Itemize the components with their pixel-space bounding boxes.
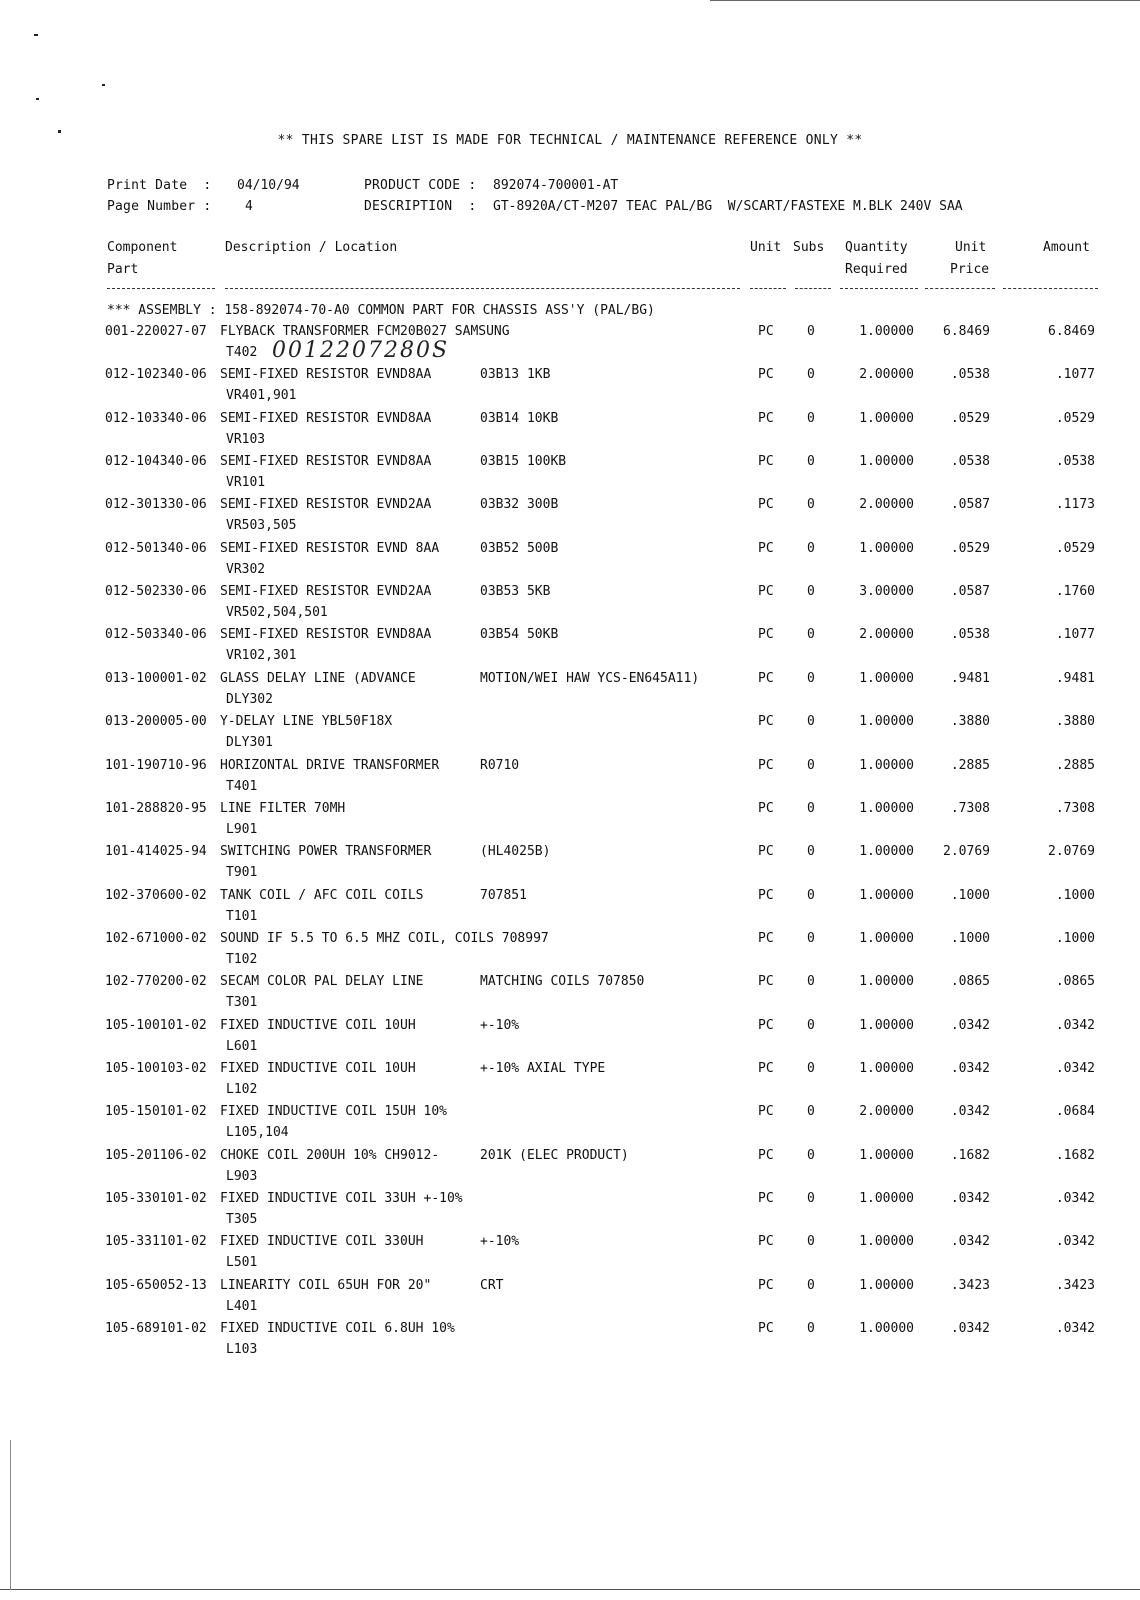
column-header-unit: Unit [750,240,782,255]
amount-cell: .2885 [1055,757,1095,773]
location-code: VR503,505 [226,518,297,534]
unit-price-cell: .0538 [950,454,990,470]
part-number: 105-330101-02 [105,1191,207,1206]
part-spec: CRT [480,1277,504,1293]
assembly-line: *** ASSEMBLY : 158-892074-70-A0 COMMON PART FOR CHASSIS ASS'Y (PAL/BG) [107,303,655,318]
subs-cell: 0 [807,1277,815,1293]
unit-cell: PC [758,1191,774,1206]
subs-cell: 0 [807,1147,815,1163]
part-number: 105-100103-02 [105,1060,207,1076]
part-description: SEMI-FIXED RESISTOR EVND8AA [220,367,432,383]
table-row [0,1061,1140,1104]
quantity-cell: 1.00000 [859,800,914,816]
location-code: VR502,504,501 [226,605,328,621]
part-number: 001-220027-07 [105,324,207,339]
table-row [0,367,1140,410]
location-code: L102 [226,1081,258,1097]
subs-cell: 0 [807,324,815,339]
location-code: VR102,301 [226,648,297,664]
unit-price-cell: .9481 [950,670,990,686]
part-number: 013-100001-02 [105,670,207,686]
product-code-value: 892074-700001-AT [493,178,619,193]
part-description: LINEARITY COIL 65UH FOR 20" [220,1277,432,1293]
unit-price-cell: .3423 [950,1277,990,1293]
part-description: LINE FILTER 70MH [220,800,346,816]
unit-cell: PC [758,1104,774,1120]
part-description: GLASS DELAY LINE (ADVANCE [220,670,416,686]
part-spec: +-10% [480,1234,520,1250]
table-row [0,931,1140,974]
subs-cell: 0 [807,1060,815,1076]
column-header-price: Price [950,262,990,277]
part-description: SECAM COLOR PAL DELAY LINE [220,974,424,990]
table-row [0,411,1140,454]
product-code-label: PRODUCT CODE : [364,178,477,193]
amount-cell: .0865 [1055,974,1095,990]
amount-cell: 2.0769 [1048,844,1095,860]
table-row [0,1234,1140,1277]
unit-price-cell: .7308 [950,800,990,816]
part-number: 012-501340-06 [105,540,207,556]
part-description: FIXED INDUCTIVE COIL 10UH [220,1060,416,1076]
separator-line [750,288,786,289]
part-description: SEMI-FIXED RESISTOR EVND2AA [220,497,432,513]
handwritten-note: 0012207280S [272,338,450,363]
quantity-cell: 1.00000 [859,1017,914,1033]
part-description: SEMI-FIXED RESISTOR EVND8AA [220,410,432,426]
amount-cell: .3423 [1055,1277,1095,1293]
location-code: L901 [226,821,258,837]
part-number: 012-301330-06 [105,497,207,513]
unit-price-cell: .0865 [950,974,990,990]
part-spec: R0710 [480,757,520,773]
table-row [0,758,1140,801]
separator-line [107,288,215,289]
location-code: L903 [226,1168,258,1184]
subs-cell: 0 [807,1191,815,1206]
part-number: 105-150101-02 [105,1104,207,1120]
part-number: 102-671000-02 [105,930,207,946]
part-description: FIXED INDUCTIVE COIL 10UH [220,1017,416,1033]
scan-speck [34,34,38,36]
unit-cell: PC [758,887,774,903]
part-spec: 03B32 300B [480,497,559,513]
unit-cell: PC [758,757,774,773]
scan-speck [102,84,105,86]
location-code: L501 [226,1255,258,1271]
amount-cell: .1000 [1055,930,1095,946]
unit-cell: PC [758,627,774,643]
part-description: SOUND IF 5.5 TO 6.5 MHZ COIL, COILS 708997 [220,930,549,946]
unit-cell: PC [758,584,774,600]
quantity-cell: 3.00000 [859,584,914,600]
amount-cell: .1077 [1055,627,1095,643]
part-spec: MOTION/WEI HAW YCS-EN645A11) [480,670,700,686]
column-header-part: Part [107,262,139,277]
location-code: L401 [226,1298,258,1314]
part-description: SEMI-FIXED RESISTOR EVND 8AA [220,540,440,556]
subs-cell: 0 [807,887,815,903]
unit-price-cell: .0342 [950,1017,990,1033]
subs-cell: 0 [807,1104,815,1120]
unit-cell: PC [758,670,774,686]
amount-cell: .0342 [1055,1191,1095,1206]
unit-price-cell: .3880 [950,714,990,730]
reference-notice: ** THIS SPARE LIST IS MADE FOR TECHNICAL / MAINTENANCE REFERENCE ONLY ** [277,133,863,148]
unit-cell: PC [758,974,774,990]
unit-cell: PC [758,1017,774,1033]
print-date-value: 04/10/94 [237,178,300,193]
part-number: 102-770200-02 [105,974,207,990]
table-row [0,844,1140,887]
unit-cell: PC [758,1277,774,1293]
location-code: T305 [226,1212,258,1227]
quantity-cell: 1.00000 [859,540,914,556]
table-row [0,888,1140,931]
quantity-cell: 1.00000 [859,454,914,470]
part-number: 012-104340-06 [105,454,207,470]
unit-cell: PC [758,367,774,383]
column-header-subs: Subs [793,240,825,255]
part-description: SWITCHING POWER TRANSFORMER [220,844,432,860]
part-description: FIXED INDUCTIVE COIL 33UH +-10% [220,1191,463,1206]
unit-cell: PC [758,324,774,339]
part-number: 105-331101-02 [105,1234,207,1250]
part-description: FIXED INDUCTIVE COIL 6.8UH 10% [220,1321,455,1337]
subs-cell: 0 [807,367,815,383]
part-description: SEMI-FIXED RESISTOR EVND8AA [220,454,432,470]
amount-cell: .0538 [1055,454,1095,470]
part-number: 013-200005-00 [105,714,207,730]
unit-cell: PC [758,1234,774,1250]
table-row [0,541,1140,584]
amount-cell: .0684 [1055,1104,1095,1120]
part-spec: 03B52 500B [480,540,559,556]
description-value: GT-8920A/CT-M207 TEAC PAL/BG W/SCART/FASTEXE M.BLK 240V SAA [493,199,963,214]
table-row [0,1278,1140,1321]
quantity-cell: 2.00000 [859,1104,914,1120]
table-row [0,1018,1140,1061]
part-spec: +-10% AXIAL TYPE [480,1060,606,1076]
subs-cell: 0 [807,584,815,600]
separator-line [795,288,831,289]
amount-cell: .9481 [1055,670,1095,686]
quantity-cell: 1.00000 [859,1277,914,1293]
column-header-unit-price: Unit [955,240,987,255]
unit-price-cell: .0529 [950,540,990,556]
quantity-cell: 1.00000 [859,324,914,339]
quantity-cell: 1.00000 [859,1147,914,1163]
amount-cell: .0529 [1055,410,1095,426]
quantity-cell: 2.00000 [859,497,914,513]
subs-cell: 0 [807,1017,815,1033]
part-spec: MATCHING COILS 707850 [480,974,645,990]
table-row [0,1148,1140,1191]
separator-line [925,288,995,289]
unit-price-cell: .0342 [950,1234,990,1250]
subs-cell: 0 [807,757,815,773]
part-number: 101-190710-96 [105,757,207,773]
subs-cell: 0 [807,670,815,686]
column-header-component: Component [107,240,178,255]
unit-cell: PC [758,1060,774,1076]
quantity-cell: 1.00000 [859,714,914,730]
subs-cell: 0 [807,497,815,513]
column-header-quantity: Quantity [845,240,908,255]
part-spec: (HL4025B) [480,844,551,860]
print-date-label: Print Date : [107,178,212,193]
quantity-cell: 1.00000 [859,1234,914,1250]
unit-cell: PC [758,1321,774,1337]
table-row [0,1191,1140,1234]
quantity-cell: 2.00000 [859,627,914,643]
table-row [0,1104,1140,1147]
table-row [0,801,1140,844]
part-number: 105-689101-02 [105,1321,207,1337]
table-row [0,671,1140,714]
quantity-cell: 1.00000 [859,1060,914,1076]
location-code: T301 [226,995,258,1011]
part-spec: 03B15 100KB [480,454,567,470]
amount-cell: .0529 [1055,540,1095,556]
table-row [0,627,1140,670]
location-code: T102 [226,951,258,967]
location-code: T402 [226,345,258,360]
part-description: SEMI-FIXED RESISTOR EVND2AA [220,584,432,600]
left-edge-line [10,1440,11,1590]
unit-price-cell: .0587 [950,497,990,513]
location-code: VR401,901 [226,388,297,404]
unit-price-cell: 2.0769 [943,844,990,860]
quantity-cell: 2.00000 [859,367,914,383]
amount-cell: .1173 [1055,497,1095,513]
quantity-cell: 1.00000 [859,670,914,686]
subs-cell: 0 [807,410,815,426]
column-header-required: Required [845,262,908,277]
unit-price-cell: .0342 [950,1104,990,1120]
unit-price-cell: .1000 [950,930,990,946]
subs-cell: 0 [807,1321,815,1337]
part-number: 012-503340-06 [105,627,207,643]
page-number-value: 4 [245,199,253,214]
location-code: L601 [226,1038,258,1054]
top-edge-line [710,0,1140,1]
subs-cell: 0 [807,540,815,556]
unit-cell: PC [758,497,774,513]
scan-speck [36,98,39,100]
location-code: VR302 [226,561,266,577]
unit-cell: PC [758,930,774,946]
part-description: SEMI-FIXED RESISTOR EVND8AA [220,627,432,643]
quantity-cell: 1.00000 [859,974,914,990]
quantity-cell: 1.00000 [859,1191,914,1206]
unit-price-cell: .0587 [950,584,990,600]
location-code: T901 [226,865,258,881]
quantity-cell: 1.00000 [859,1321,914,1337]
part-number: 105-650052-13 [105,1277,207,1293]
part-number: 012-102340-06 [105,367,207,383]
location-code: T101 [226,908,258,924]
table-row [0,497,1140,540]
unit-cell: PC [758,540,774,556]
table-row [0,714,1140,757]
location-code: L103 [226,1342,258,1358]
part-description: Y-DELAY LINE YBL50F18X [220,714,393,730]
quantity-cell: 1.00000 [859,410,914,426]
part-number: 105-100101-02 [105,1017,207,1033]
table-row [0,974,1140,1017]
part-spec: 03B14 10KB [480,410,559,426]
subs-cell: 0 [807,844,815,860]
separator-line [225,288,740,289]
amount-cell: .0342 [1055,1017,1095,1033]
description-label: DESCRIPTION : [364,199,477,214]
quantity-cell: 1.00000 [859,887,914,903]
amount-cell: 6.8469 [1048,324,1095,339]
subs-cell: 0 [807,714,815,730]
part-spec: +-10% [480,1017,520,1033]
part-spec: 707851 [480,887,527,903]
unit-price-cell: .0342 [950,1191,990,1206]
unit-price-cell: .0529 [950,410,990,426]
part-description: FIXED INDUCTIVE COIL 330UH [220,1234,424,1250]
amount-cell: .0342 [1055,1060,1095,1076]
location-code: L105,104 [226,1125,289,1141]
table-row [0,584,1140,627]
part-spec: 03B13 1KB [480,367,551,383]
subs-cell: 0 [807,627,815,643]
unit-price-cell: 6.8469 [943,324,990,339]
quantity-cell: 1.00000 [859,844,914,860]
unit-price-cell: .0342 [950,1060,990,1076]
location-code: DLY301 [226,735,273,751]
part-spec: 201K (ELEC PRODUCT) [480,1147,629,1163]
quantity-cell: 1.00000 [859,757,914,773]
subs-cell: 0 [807,454,815,470]
location-code: T401 [226,778,258,794]
table-row [0,454,1140,497]
unit-cell: PC [758,410,774,426]
unit-price-cell: .1000 [950,887,990,903]
location-code: VR101 [226,475,266,491]
part-number: 105-201106-02 [105,1147,207,1163]
column-header-description: Description / Location [225,240,398,255]
unit-cell: PC [758,800,774,816]
amount-cell: .3880 [1055,714,1095,730]
unit-cell: PC [758,714,774,730]
quantity-cell: 1.00000 [859,930,914,946]
part-spec: 03B53 5KB [480,584,551,600]
page-number-label: Page Number : [107,199,212,214]
part-number: 102-370600-02 [105,887,207,903]
bottom-edge-line [0,1589,1140,1590]
amount-cell: .1000 [1055,887,1095,903]
amount-cell: .7308 [1055,800,1095,816]
amount-cell: .1682 [1055,1147,1095,1163]
unit-cell: PC [758,1147,774,1163]
subs-cell: 0 [807,930,815,946]
unit-price-cell: .1682 [950,1147,990,1163]
part-description: CHOKE COIL 200UH 10% CH9012- [220,1147,440,1163]
unit-cell: PC [758,844,774,860]
subs-cell: 0 [807,800,815,816]
unit-price-cell: .0538 [950,627,990,643]
unit-cell: PC [758,454,774,470]
separator-line [1003,288,1098,289]
part-spec: 03B54 50KB [480,627,559,643]
unit-price-cell: .0538 [950,367,990,383]
part-number: 101-414025-94 [105,844,207,860]
amount-cell: .0342 [1055,1234,1095,1250]
table-row [0,1321,1140,1364]
amount-cell: .0342 [1055,1321,1095,1337]
table-row [0,324,1140,367]
location-code: DLY302 [226,691,273,707]
part-description: FIXED INDUCTIVE COIL 15UH 10% [220,1104,447,1120]
separator-line [840,288,918,289]
amount-cell: .1077 [1055,367,1095,383]
part-description: FLYBACK TRANSFORMER FCM20B027 SAMSUNG [220,324,510,339]
part-number: 101-288820-95 [105,800,207,816]
amount-cell: .1760 [1055,584,1095,600]
part-description: HORIZONTAL DRIVE TRANSFORMER [220,757,440,773]
unit-price-cell: .2885 [950,757,990,773]
part-number: 012-103340-06 [105,410,207,426]
unit-price-cell: .0342 [950,1321,990,1337]
column-header-amount: Amount [1043,240,1090,255]
subs-cell: 0 [807,974,815,990]
part-number: 012-502330-06 [105,584,207,600]
subs-cell: 0 [807,1234,815,1250]
location-code: VR103 [226,431,266,447]
part-description: TANK COIL / AFC COIL COILS [220,887,424,903]
